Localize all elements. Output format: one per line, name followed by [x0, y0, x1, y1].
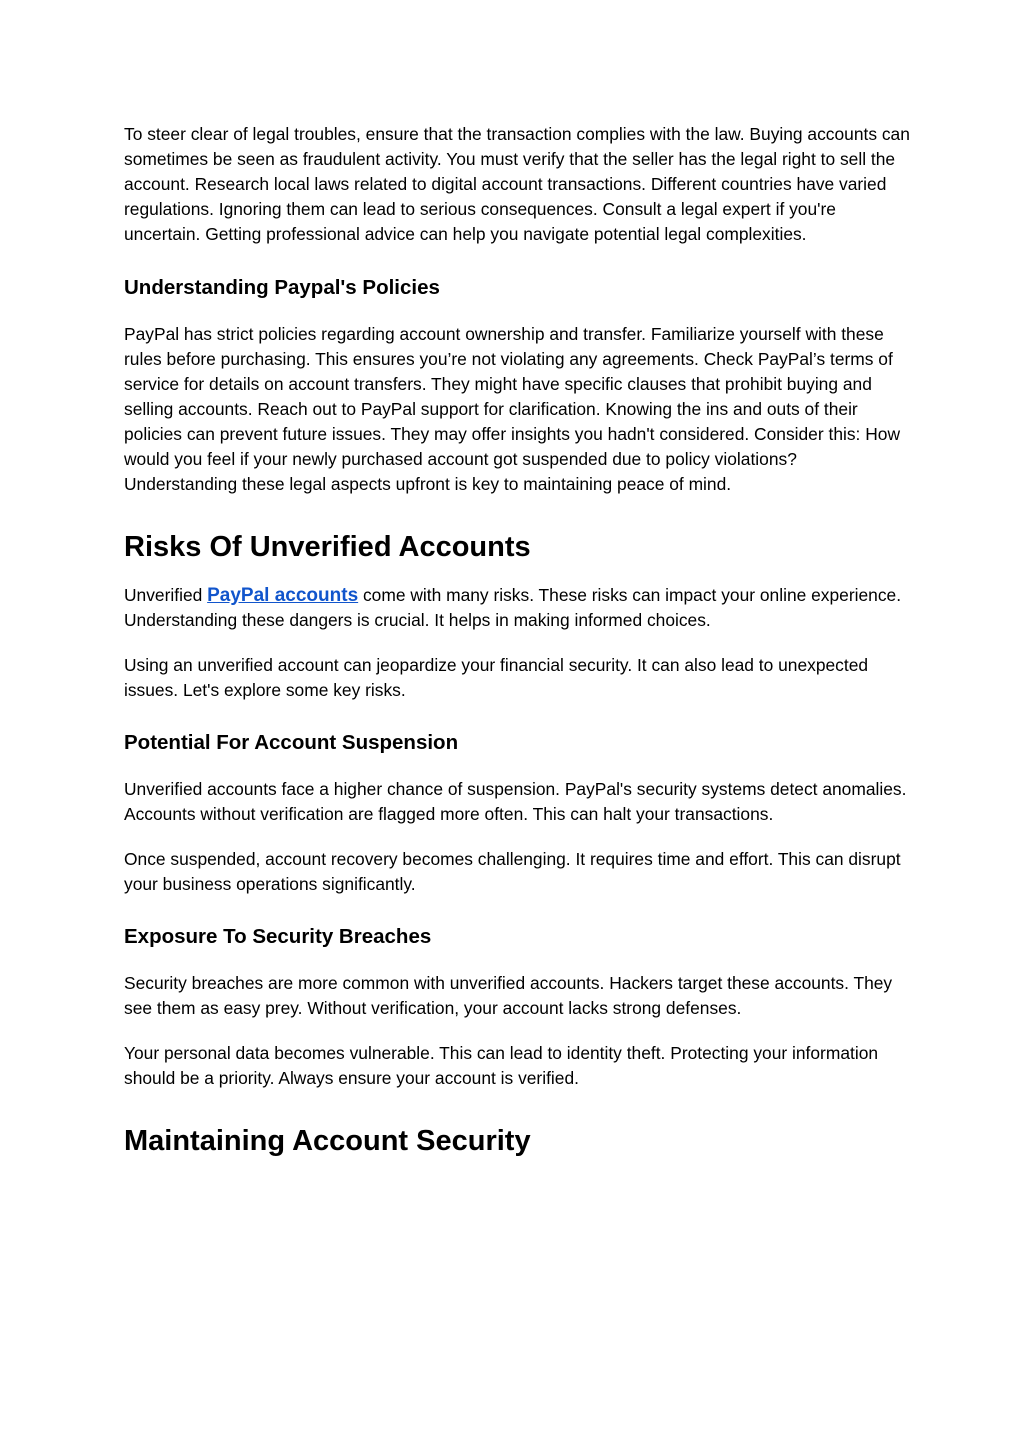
suspension-heading: Potential For Account Suspension	[124, 731, 459, 754]
risks-paragraph-2: Using an unverified account can jeopardize your financial security. It can also lead to unexpected issues. Let's explore some key risks.	[124, 655, 869, 700]
breaches-heading: Exposure To Security Breaches	[124, 925, 432, 948]
intro-paragraph: To steer clear of legal troubles, ensure that the transaction complies with the law. Buying accounts can sometimes be seen as fraudulent activity. You must verify that the seller has the legal right to sell the account. Research local laws related to digital account transactions. Different countries have varied regulations. Ignoring them can lead to serious consequences. Consult a legal expert if you're uncertain. Getting professional advice can help you navigate potential legal complexities.	[124, 124, 910, 244]
policies-paragraph: PayPal has strict policies regarding account ownership and transfer. Familiarize yourself with these rules before purchasing. This ensures you’re not violating any agreements. Check PayPal’s terms of service for details on account transfers. They might have specific clauses that prohibit buying and selling accounts. Reach out to PayPal support for clarification. Knowing the ins and outs of their policies can prevent future issues. They may offer insights you hadn't considered. Consider this: How would you feel if your newly purchased account got suspended due to policy violations? Understanding these legal aspects upfront is key to maintaining peace of mind.	[124, 324, 900, 494]
breaches-paragraph-1: Security breaches are more common with unverified accounts. Hackers target these accounts. They see them as easy prey. Without verification, your account lacks strong defenses.	[124, 973, 893, 1018]
document-page	[124, 122, 914, 1159]
suspension-paragraph-1: Unverified accounts face a higher chance of suspension. PayPal's security systems detect anomalies. Accounts without verification are flagged more often. This can halt your transactions.	[124, 779, 907, 824]
risks-paragraph-1	[124, 583, 914, 633]
breaches-paragraph-2: Your personal data becomes vulnerable. This can lead to identity theft. Protecting your information should be a priority. Always ensure your account is verified.	[124, 1043, 879, 1088]
policies-heading: Understanding Paypal's Policies	[124, 276, 440, 299]
paypal-accounts-link[interactable]: PayPal accounts	[207, 585, 359, 606]
risks-heading: Risks Of Unverified Accounts	[124, 531, 531, 563]
security-heading: Maintaining Account Security	[124, 1125, 531, 1157]
risks-text-before: Unverified	[124, 585, 208, 605]
risks-text-after: come with many risks. These risks can impact your online experience. Understanding these dangers is crucial. It helps in making informed choices.	[124, 585, 902, 630]
suspension-paragraph-2: Once suspended, account recovery becomes challenging. It requires time and effort. This can disrupt your business operations significantly.	[124, 849, 901, 894]
